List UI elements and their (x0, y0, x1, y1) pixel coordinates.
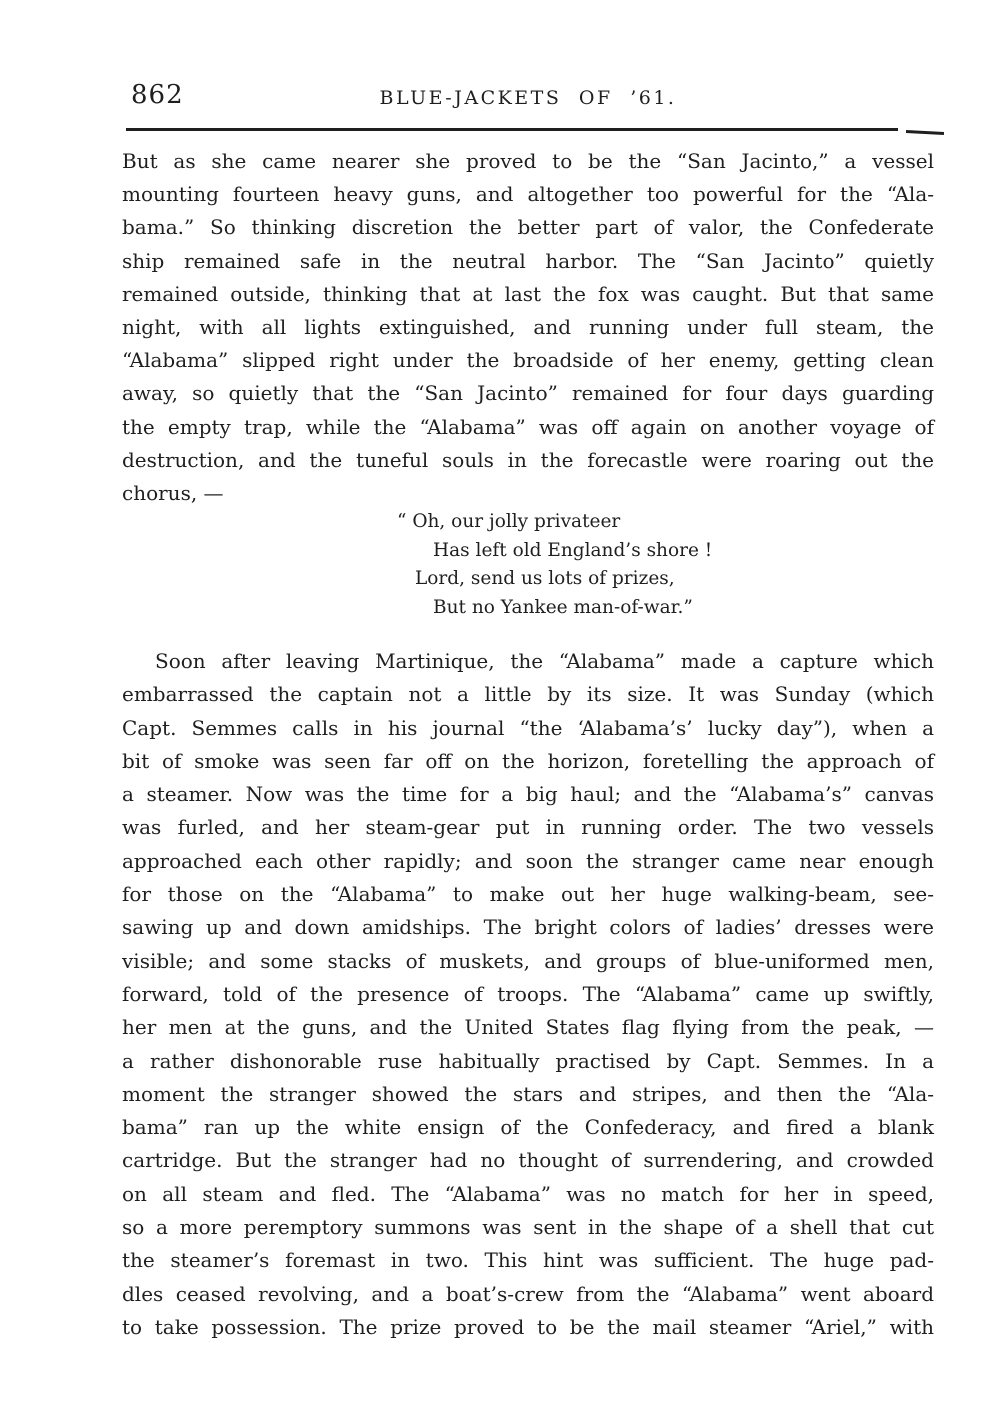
text-line: the empty trap, while the “Alabama” was off again on another voyage of (122, 414, 934, 439)
paragraph-2 (122, 645, 934, 1344)
text-line: chorus, — (122, 481, 224, 506)
text-line: Capt. Semmes calls in his journal “the ‘Alabama’s’ lucky day”), when a (122, 715, 934, 740)
text-line: “Alabama” slipped right under the broadside of her enemy, getting clean (122, 348, 934, 373)
paragraph-1 (122, 145, 934, 510)
text-line: bama.” So thinking discretion the better part of valor, the Confederate (122, 215, 934, 240)
text-line: mounting fourteen heavy guns, and altogether too powerful for the “Ala- (122, 182, 934, 207)
text-line: But no Yankee man-of-war.” (433, 596, 693, 618)
text-line: embarrassed the captain not a little by its size. It was Sunday (which (122, 682, 934, 707)
text-line: cartridge. But the stranger had no thought of surrendering, and crowded (122, 1148, 934, 1173)
text-line: approached each other rapidly; and soon the stranger came near enough (122, 848, 934, 873)
text-line: so a more peremptory summons was sent in the shape of a shell that cut (122, 1215, 934, 1240)
text-line: Has left old England’s shore ! (433, 539, 713, 561)
text-line: “ Oh, our jolly privateer (397, 511, 621, 532)
header-rule (126, 128, 898, 131)
text-line: to take possession. The prize proved to be the mail steamer “Ariel,” with (122, 1314, 934, 1339)
text-line: bit of smoke was seen far off on the horizon, foretelling the approach of (122, 748, 934, 773)
text-line: remained outside, thinking that at last the fox was caught. But that same (122, 281, 934, 306)
song-verse (397, 508, 712, 622)
text-line: Soon after leaving Martinique, the “Alabama” made a capture which (155, 649, 934, 673)
text-line: destruction, and the tuneful souls in the forecastle were roaring out the (122, 447, 934, 472)
text-line: dles ceased revolving, and a boat’s-crew from the “Alabama” went aboard (122, 1281, 934, 1306)
text-line: But as she came nearer she proved to be the “San Jacinto,” a vessel (122, 149, 934, 173)
text-line: Lord, send us lots of prizes, (415, 568, 675, 590)
page-number: 862 (131, 80, 184, 110)
header-rule-tail (906, 130, 944, 135)
text-line: visible; and some stacks of muskets, and groups of blue-uniformed men, (122, 948, 934, 973)
text-line: forward, told of the presence of troops. The “Alabama” came up swiftly, (122, 981, 934, 1006)
text-line: her men at the guns, and the United States flag flying from the peak, — (122, 1015, 934, 1040)
text-line: moment the stranger showed the stars and stripes, and then the “Ala- (122, 1081, 934, 1106)
text-line: a rather dishonorable ruse habitually practised by Capt. Semmes. In a (122, 1048, 934, 1073)
running-title: BLUE-JACKETS OF ’61. (379, 87, 677, 109)
text-line: away, so quietly that the “San Jacinto” remained for four days guarding (122, 381, 934, 406)
text-line: on all steam and fled. The “Alabama” was no match for her in speed, (122, 1181, 934, 1206)
text-line: was furled, and her steam-gear put in running order. The two vessels (122, 815, 934, 840)
text-line: bama” ran up the white ensign of the Confederacy, and fired a blank (122, 1115, 934, 1140)
text-line: ship remained safe in the neutral harbor. The “San Jacinto” quietly (122, 248, 934, 273)
text-line: the steamer’s foremast in two. This hint was sufficient. The huge pad- (122, 1248, 934, 1273)
text-line: a steamer. Now was the time for a big haul; and the “Alabama’s” canvas (122, 782, 934, 807)
text-line: for those on the “Alabama” to make out her huge walking-beam, see- (122, 882, 934, 907)
text-line: sawing up and down amidships. The bright colors of ladies’ dresses were (122, 915, 934, 940)
text-line: night, with all lights extinguished, and running under full steam, the (122, 315, 934, 340)
